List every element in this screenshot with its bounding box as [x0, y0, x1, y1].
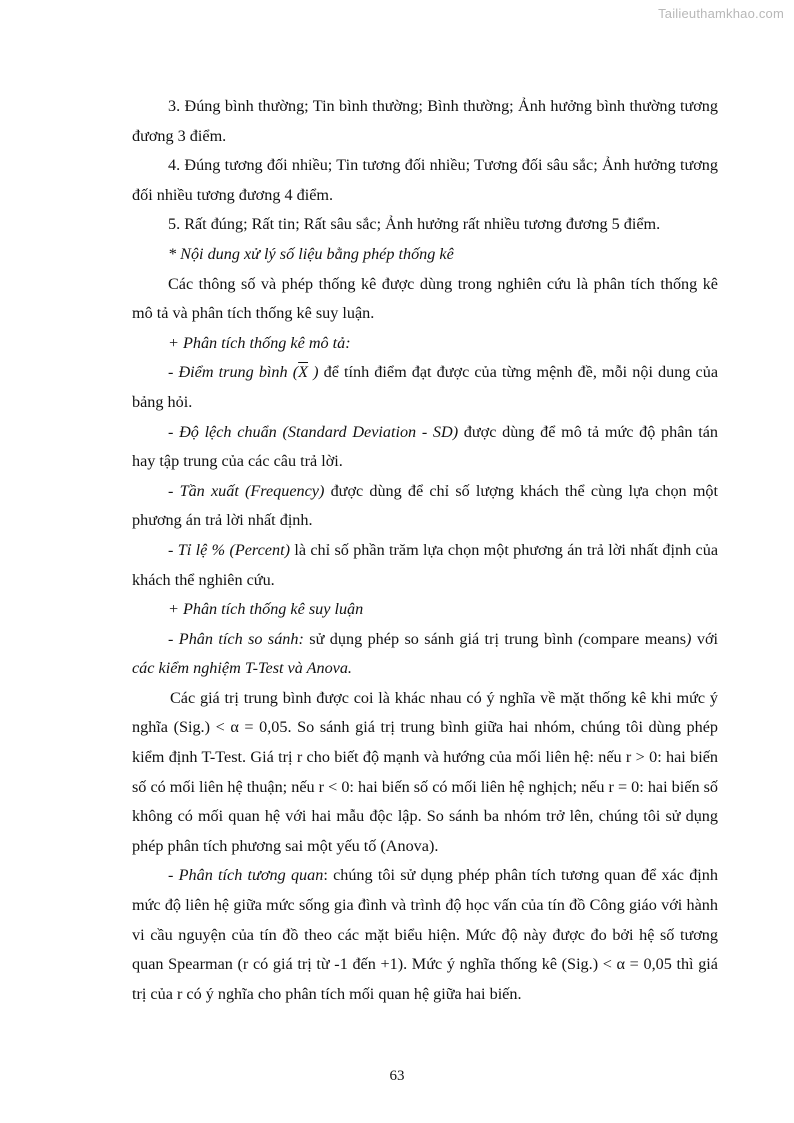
x-bar-symbol: $\overline{X}$: [298, 363, 309, 382]
term-tests: các kiểm nghiệm T-Test và Anova.: [132, 659, 352, 678]
page-number: 63: [389, 1068, 405, 1084]
paragraph-percent: - Tỉ lệ % (Percent) là chỉ số phần trăm lựa chọn một phương án trả lời nhất định của khách thể nghiên cứu.: [132, 540, 718, 589]
heading-data-processing: [132, 240, 718, 270]
term-sd: - Độ lệch chuẩn (Standard Deviation - SD): [168, 422, 459, 441]
heading-text: + Phân tích thống kê mô tả:: [168, 333, 351, 352]
paragraph-5: Các thông số và phép thống kê được dùng trong nghiên cứu là phân tích thống kê mô tả và phân tích thống kê suy luận.: [132, 274, 718, 323]
paragraph-1: 3. Đúng bình thường; Tin bình thường; Bình thường; Ảnh hưởng bình thường tương đương 3 điểm.: [132, 97, 718, 145]
paragraph-frequency: - Tần xuất (Frequency) được dùng để chỉ số lượng khách thể cùng lựa chọn một phương án trả lời nhất định.: [132, 481, 719, 530]
paragraph-mean: - Điểm trung bình ($\overline{X}$ ) để tính điểm đạt được của từng mệnh đề, mỗi nội dung của bảng hỏi.: [132, 363, 719, 411]
document-body: [132, 92, 718, 1009]
heading-inferential: [132, 595, 718, 625]
paragraph-sd: - Độ lệch chuẩn (Standard Deviation - SD) được dùng để mô tả mức độ phân tán hay tập trung của các câu trả lời.: [132, 422, 718, 471]
term-correlation: - Phân tích tương quan: [168, 866, 324, 885]
heading-descriptive: [132, 329, 718, 359]
paragraph-compare: - Phân tích so sánh: sử dụng phép so sánh giá trị trung bình (compare means) với các kiểm nghiệm T-Test và Anova.: [132, 629, 719, 678]
term-compare: - Phân tích so sánh:: [168, 629, 304, 648]
paragraph-correlation: - Phân tích tương quan: chúng tôi sử dụng phép phân tích tương quan để xác định mức độ liên hệ giữa mức sống gia đình và trình độ học vấn của tín đồ Công giáo với hành vi cầu nguyện của tín đồ theo các mặt biểu hiện. Mức độ này được đo bởi hệ số tương quan Spearman (r có giá trị từ -1 đến +1). Mức ý nghĩa thống kê (Sig.) < α = 0,05 thì giá trị của r có ý nghĩa cho phân tích mối quan hệ giữa hai biến.: [132, 866, 718, 1003]
term-frequency: - Tần xuất (Frequency): [168, 481, 325, 500]
watermark: Tailieuthamkhao.com: [658, 6, 784, 21]
heading-text: + Phân tích thống kê suy luận: [168, 600, 364, 619]
term-mean: - Điểm trung bình ($\overline{X}$ ): [168, 363, 319, 382]
paragraph-3: 5. Rất đúng; Rất tin; Rất sâu sắc; Ảnh hưởng rất nhiều tương đương 5 điểm.: [168, 215, 661, 234]
heading-text: * Nội dung xử lý số liệu bằng phép thống kê: [168, 244, 454, 263]
term-percent: - Tỉ lệ % (Percent): [168, 540, 290, 559]
paragraph-significance: Các giá trị trung bình được coi là khác nhau có ý nghĩa về mặt thống kê khi mức ý nghĩa (Sig.) < α = 0,05. So sánh giá trị trung bình giữa hai nhóm, chúng tôi dùng phép kiểm định T-Test. Giá trị r cho biết độ mạnh và hướng của mối liên hệ: nếu r > 0: hai biến số có mối liên hệ thuận; nếu r < 0: hai biến số có mối liên hệ nghịch; nếu r = 0: hai biến số không có mối quan hệ với hai mẫu độc lập. So sánh ba nhóm trở lên, chúng tôi sử dụng phép phân tích phương sai một yếu tố (Anova).: [132, 688, 718, 855]
paragraph-2: 4. Đúng tương đối nhiều; Tin tương đối nhiều; Tương đối sâu sắc; Ảnh hưởng tương đối nhiều tương đương 4 điểm.: [132, 156, 718, 204]
